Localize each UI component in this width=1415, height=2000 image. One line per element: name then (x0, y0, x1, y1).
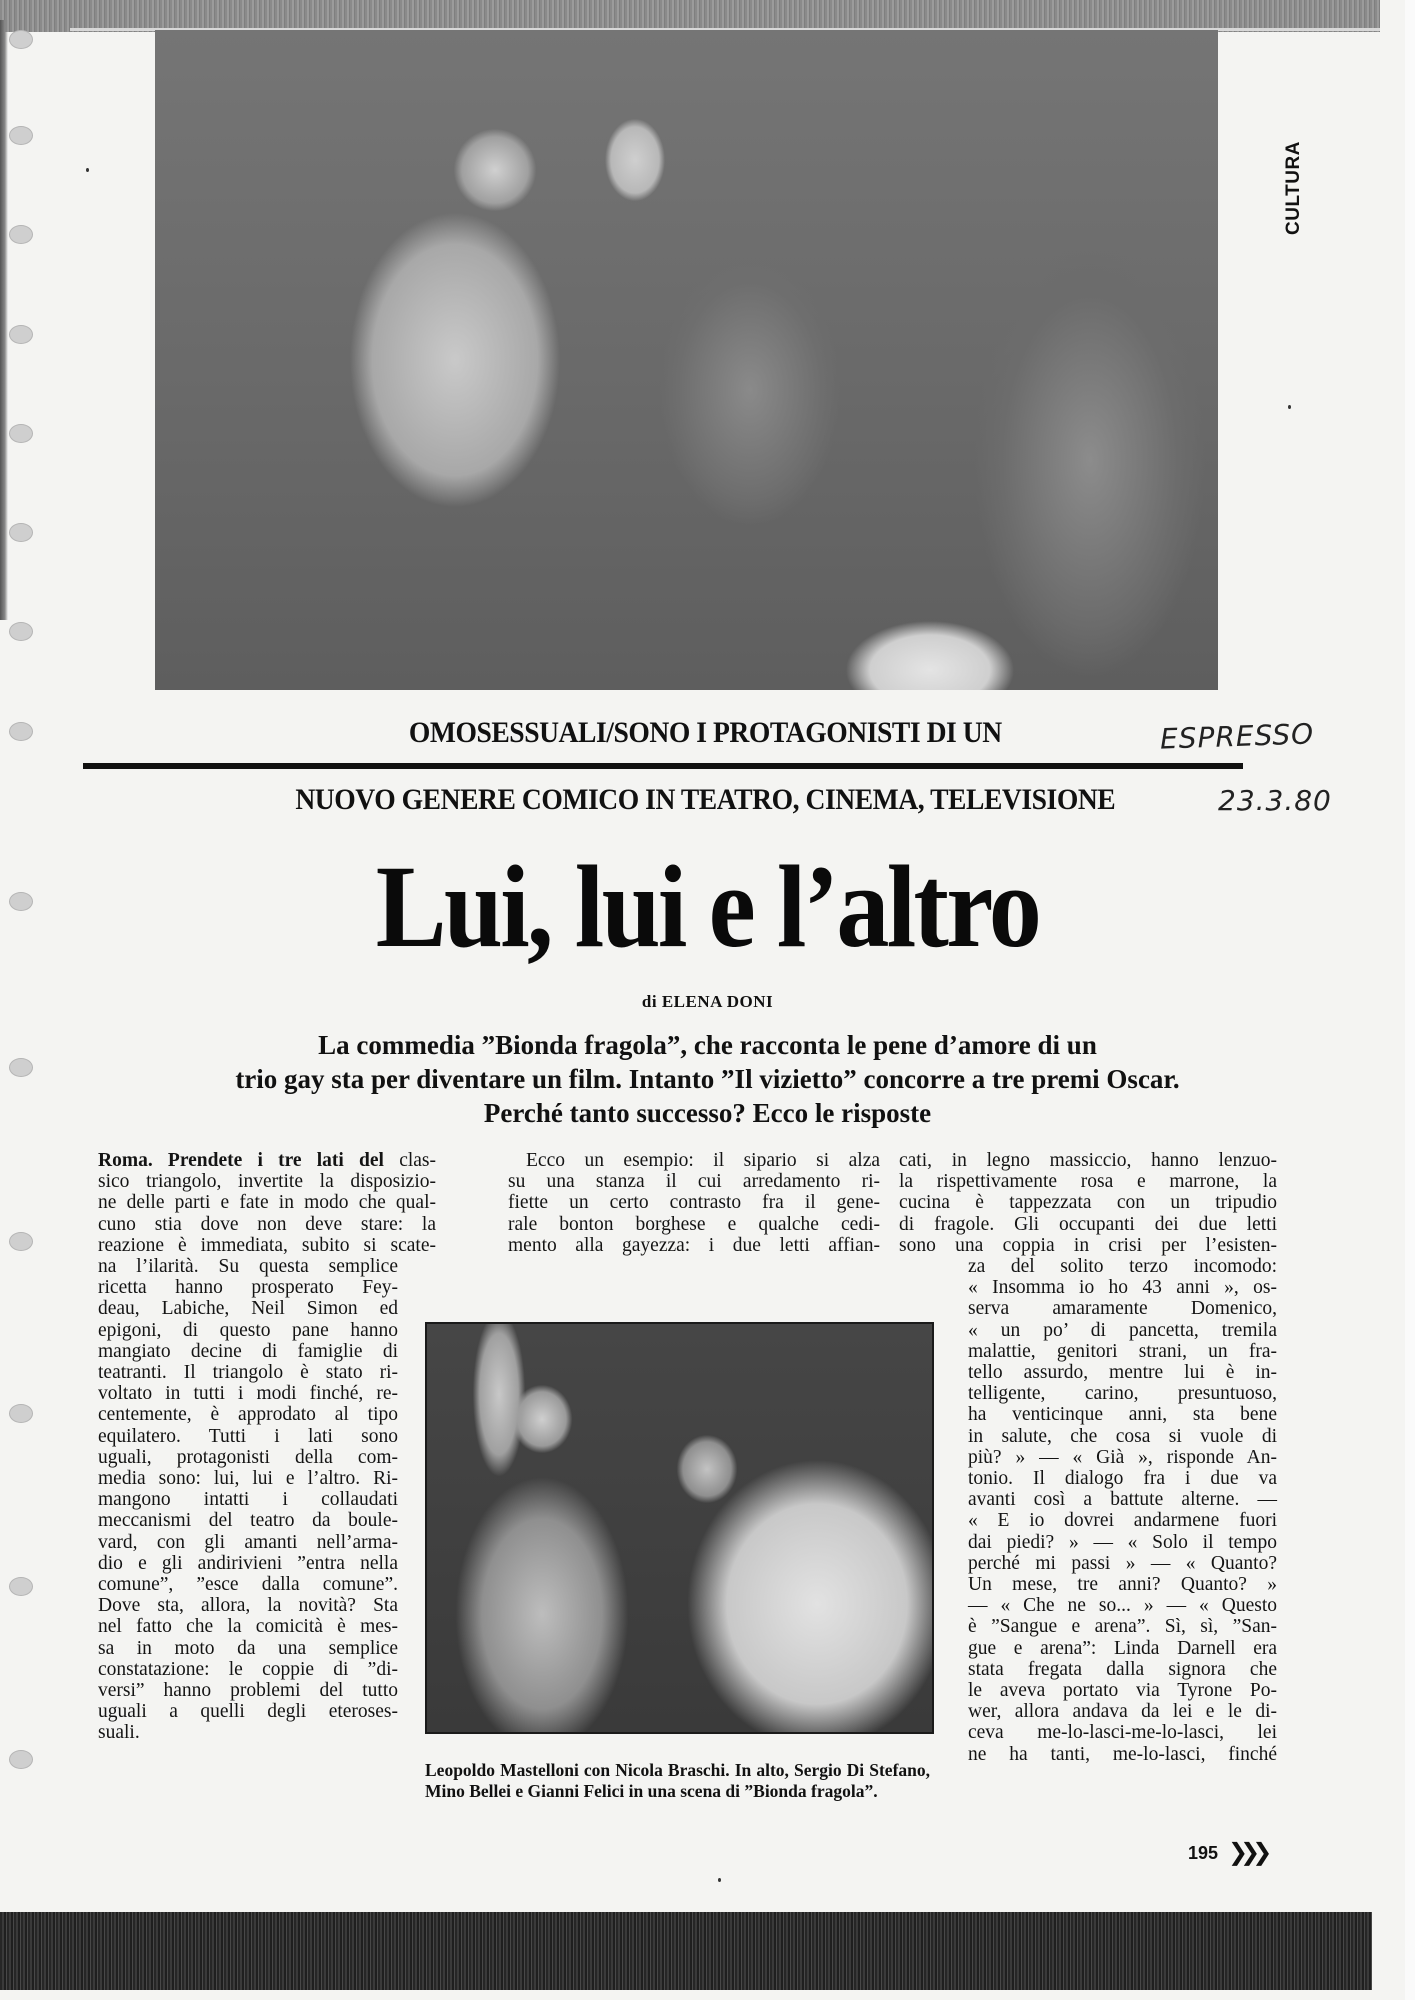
text-line: mangono intatti i collaudati (98, 1489, 398, 1511)
text-line: telligente, carino, presuntuoso, (968, 1383, 1277, 1405)
kicker-divider (83, 763, 1243, 769)
text-line: uguali, protagonisti della com- (98, 1446, 398, 1468)
text-line: reazione è immediata, subito si scate- (98, 1234, 436, 1256)
punch-hole (9, 225, 33, 244)
text-line: comune”, ”esce dalla comune”. (98, 1574, 398, 1596)
text-line: — « Che ne so... » — « Questo (968, 1595, 1277, 1617)
punch-hole (9, 1750, 33, 1769)
text-line: ricetta hanno prosperato Fey- (98, 1277, 398, 1299)
text-line: mangiato decine di famiglie di (98, 1340, 398, 1362)
article-byline: di ELENA DONI (641, 992, 774, 1011)
handwritten-source-note: ESPRESSO (1159, 717, 1315, 756)
kicker-text: NUOVO GENERE COMICO IN TEATRO, CINEMA, TELEVISIONE (295, 783, 1116, 816)
text-line: « Insomma io ho 43 anni », os- (968, 1277, 1277, 1299)
punch-hole (9, 722, 33, 741)
text-line: cuno stia dove non deve stare: la (98, 1213, 436, 1235)
punch-hole (9, 622, 33, 641)
punch-hole (9, 523, 33, 542)
handwritten-date-note: 23.3.80 (1218, 784, 1332, 817)
text-line: Ecco un esempio: il sipario si alza (526, 1150, 880, 1171)
text-line: Dove sta, allora, la novità? Sta (98, 1595, 398, 1617)
text-line: sono una coppia in crisi per l’esisten- (899, 1234, 1277, 1256)
text-line: wer, allora andava da lei e le di- (968, 1701, 1277, 1723)
punch-hole (9, 1577, 33, 1596)
text-line: na l’ilarità. Su questa semplice (98, 1256, 398, 1278)
text-line: dio e gli andirivieni ”entra nella (98, 1552, 398, 1574)
text-line: stata fregata dalla signora che (968, 1658, 1277, 1680)
text-line: « E io dovrei andarmene fuori (968, 1510, 1277, 1532)
section-tag (1283, 80, 1309, 235)
text-line: uguali a quelli degli eteroses- (98, 1701, 398, 1723)
article-deck (80, 1028, 1335, 1130)
text-line: ne ha tanti, me-lo-lasci, finché (968, 1743, 1277, 1765)
kicker-line-2 (54, 783, 1356, 817)
lead-in: Roma. Prendete i tre lati del (98, 1150, 384, 1171)
punch-hole (9, 1058, 33, 1077)
text-line: sa in moto da una semplice (98, 1637, 398, 1659)
text-line: « un po’ di pancetta, tremila (968, 1319, 1277, 1341)
deck-line: Perché tanto successo? Ecco le risposte (483, 1098, 932, 1128)
text-line: le aveva portato via Tyrone Po- (968, 1680, 1277, 1702)
punch-hole (9, 1404, 33, 1423)
punch-hole (9, 1232, 33, 1251)
article-column-1 (98, 1150, 436, 1744)
top-photo (155, 30, 1218, 690)
punch-hole (9, 30, 33, 49)
text-line: in salute, che cosa si vuole di (968, 1425, 1277, 1447)
text-line: deau, Labiche, Neil Simon ed (98, 1298, 398, 1320)
article-headline: Lui, lui e l’altro (375, 841, 1040, 972)
article-column-2 (508, 1150, 880, 1256)
continue-arrows-icon: ❯❯❯ (1228, 1838, 1265, 1866)
text-line: mento alla gayezza: i due letti affian- (508, 1234, 880, 1256)
text-line: Roma. Prendete i tre lati del clas- (98, 1150, 437, 1171)
text-line: gue e arena”: Linda Darnell era (968, 1637, 1277, 1659)
text-line: dai piedi? » — « Solo il tempo (968, 1531, 1277, 1553)
text-line: malattie, genitori strani, un fra- (968, 1340, 1277, 1362)
text-line: za del solito terzo incomodo: (968, 1256, 1277, 1278)
scan-speck (718, 1878, 721, 1882)
text-line: epigoni, di questo pane hanno (98, 1319, 398, 1341)
deck-line: trio gay sta per diventare un film. Intanto ”Il vizietto” concorre a tre premi Oscar. (235, 1064, 1180, 1094)
scan-left-edge (0, 20, 8, 620)
text-line: ne delle parti e fate in modo che qual- (98, 1192, 436, 1214)
text-line: perché mi passi » — « Quanto? (968, 1552, 1277, 1574)
text-line: serva amaramente Domenico, (968, 1298, 1277, 1320)
page-number: 195 (1188, 1843, 1219, 1863)
scan-speck (1288, 405, 1291, 409)
scan-bottom-edge (0, 1912, 1372, 1990)
text-line: avanti così a battute alterne. — (968, 1489, 1277, 1511)
deck-line: La commedia ”Bionda fragola”, che racconta le pene d’amore di un (318, 1030, 1097, 1060)
text-line: Un mese, tre anni? Quanto? » (968, 1574, 1277, 1596)
scan-top-edge (0, 0, 1380, 32)
text-line: media sono: lui, lui e l’altro. Ri- (98, 1468, 398, 1490)
text-line: rale bonton borghese e qualche cedi- (508, 1213, 880, 1235)
punch-hole (9, 126, 33, 145)
text-line: di fragole. Gli occupanti dei due letti (899, 1213, 1277, 1235)
text-line: suali. (98, 1722, 140, 1744)
punch-hole (9, 424, 33, 443)
text-line: equilatero. Tutti i lati sono (98, 1425, 398, 1447)
text-line: su una stanza il cui arredamento ri- (508, 1171, 880, 1193)
punch-hole (9, 325, 33, 344)
photo-caption: Leopoldo Mastelloni con Nicola Braschi. In alto, Sergio Di Stefano, Mino Bellei e Gianni Felici in una scena di ”Bionda fragola”. (425, 1760, 930, 1801)
text-line: ha venticinque anni, sta bene (968, 1404, 1277, 1426)
text-line: più? » — « Già », risponde An- (968, 1446, 1277, 1468)
text-line: tello assurdo, mentre lui è in- (968, 1362, 1277, 1384)
text-line: fiette un certo contrasto fra il gene- (508, 1192, 880, 1214)
text-line: voltato in tutti i modi finché, re- (98, 1383, 398, 1405)
text-line: constatazione: le coppie di ”di- (98, 1658, 398, 1680)
article-column-3 (899, 1150, 1277, 1765)
text-line: centemente, è approdato al tipo (98, 1404, 398, 1426)
text-line: versi” hanno problemi del tutto (98, 1680, 398, 1702)
inner-photo (425, 1322, 934, 1734)
text-line: ceva me-lo-lasci-me-lo-lasci, lei (968, 1722, 1277, 1744)
section-tag-label: CULTURA (1283, 141, 1304, 235)
text-line: la rispettivamente rosa e marrone, la (899, 1171, 1277, 1193)
text-line: vard, con gli amanti nell’arma- (98, 1531, 398, 1553)
text-line: cucina è tappezzata con un tripudio (899, 1192, 1277, 1214)
text-line: tonio. Il dialogo fra i due va (968, 1468, 1277, 1490)
text-line: meccanismi del teatro da boule- (98, 1510, 398, 1532)
text-line: è ”Sangue e arena”. Sì, sì, ”San- (968, 1616, 1277, 1638)
punch-hole (9, 892, 33, 911)
text-line: nel fatto che la comicità è mes- (98, 1616, 398, 1638)
text-line: sico triangolo, invertite la disposizio- (98, 1171, 436, 1193)
text-line: cati, in legno massiccio, hanno lenzuo- (899, 1150, 1277, 1171)
text-line: teatranti. Il triangolo è stato ri- (98, 1362, 398, 1384)
kicker-text: OMOSESSUALI/SONO I PROTAGONISTI DI UN (408, 716, 1002, 749)
scan-speck (86, 168, 89, 172)
